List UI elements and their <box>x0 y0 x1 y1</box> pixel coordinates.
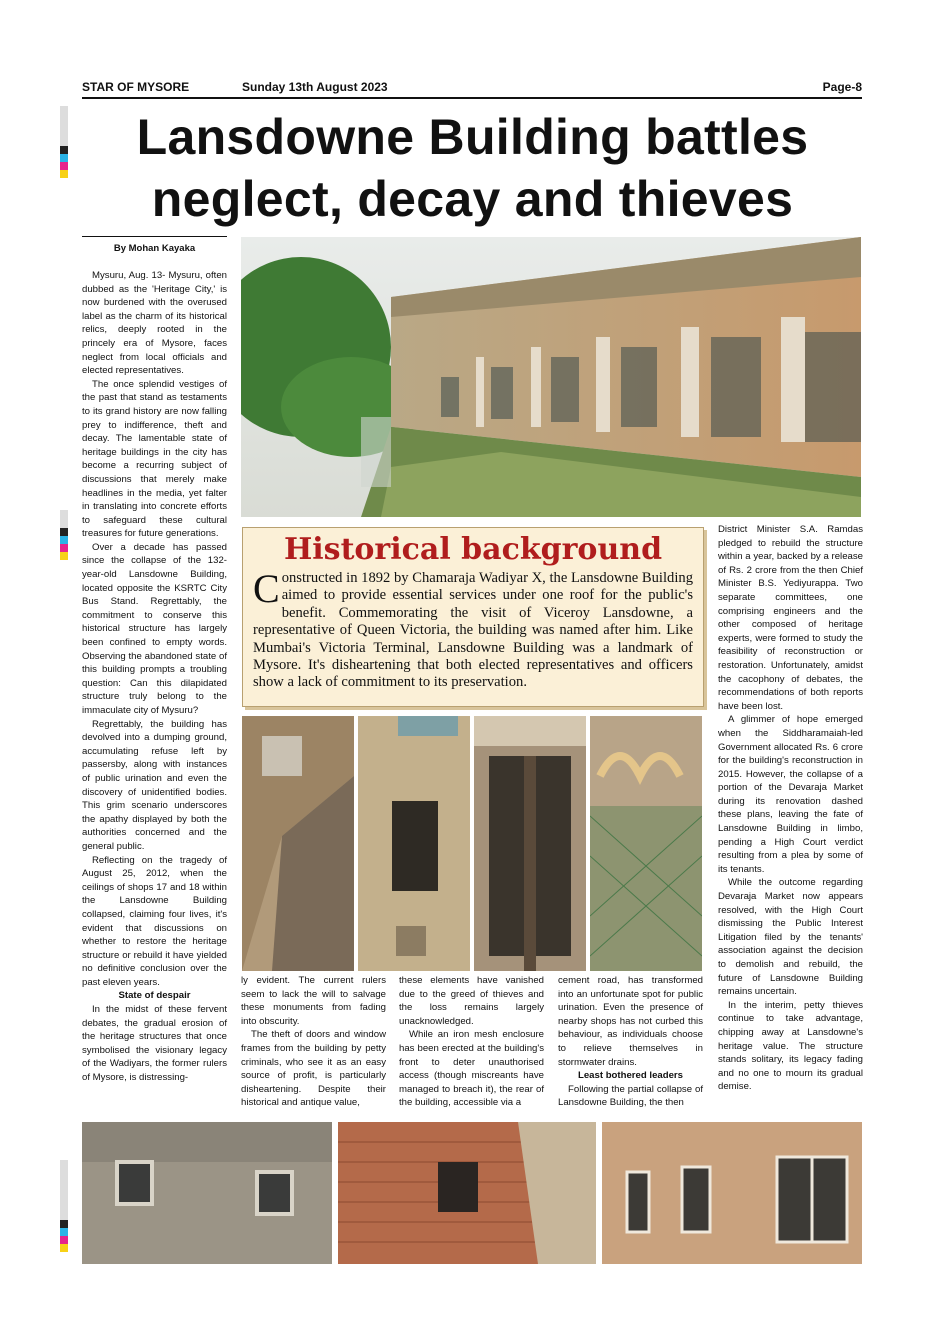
headline-line-1: Lansdowne Building battles <box>136 109 809 165</box>
paragraph: The once splendid vestiges of the past that stand as testaments to its grand history are now falling prey to indifference, theft and decay. The lamentable state of heritage buildings in the city has become a recurring subject of discussions that merely make headlines in the media, yet falter in translating into concrete efforts to safeguard these cultural treasures for future generations. <box>82 378 227 540</box>
paragraph: While the outcome regarding Devaraja Market now appears resolved, with the High Court dismissing the Public Interest Litigation filed by the tenants' association against the decision to demolish and rebuild, the future of Lansdowne Building remains uncertain. <box>718 877 863 998</box>
paragraph: ly evident. The current rulers seem to lack the will to salvage these monuments from fading into obscurity. <box>241 975 386 1027</box>
photo-brick-wall <box>338 1122 596 1264</box>
headline-line-2: neglect, decay and thieves <box>151 171 794 227</box>
issue-date: Sunday 13th August 2023 <box>242 80 388 94</box>
byline: By Mohan Kayaka <box>113 243 196 254</box>
main-photo <box>241 237 861 517</box>
paragraph: Following the partial collapse of Lansdowne Building, the then <box>558 1083 703 1109</box>
byline-rule <box>82 236 227 237</box>
sidebar-text <box>253 566 693 692</box>
paragraph: Regrettably, the building has devolved into a dumping ground, accumulating refuse left by passersby, along with instances of public urination and even the discovery of unidentified bodies. This grim scenario underscores the apathy displayed by both the authorities concerned and the general public. <box>82 718 227 852</box>
page-header <box>82 80 862 96</box>
paragraph: these elements have vanished due to the greed of thieves and the loss remains largely unacknowledged. <box>399 975 544 1027</box>
sidebar-body: onstructed in 1892 by Chamaraja Wadiyar X, the Lansdowne Building aimed to provide essential services under one roof for the public's benefit. Commemorating the visit of Viceroy Lansdowne, a representative of Queen Victoria, the building was named after him. Like Mumbai's Victoria Terminal, Lansdowne Building was a landmark of Mysore. It's disheartening that both elected representatives and officers show a lack of commitment to its preservation. <box>253 570 693 691</box>
photo-facade-windows <box>82 1122 332 1264</box>
headline <box>60 106 885 230</box>
article-column-1 <box>82 269 227 1085</box>
header-rule <box>82 97 862 99</box>
publication-name: STAR OF MYSORE <box>82 80 190 94</box>
paragraph: Over a decade has passed since the collapse of the 132-year-old Lansdowne Building, located opposite the KSRTC City Bus Stand. Regrettably, the commitment to conserve this historical structure has largely been confined to empty words. Observing the abandoned state of this building prompts a troubling question: Can this dilapidated structure truly belong to the immaculate city of Mysuru? <box>82 541 227 716</box>
photo-alley <box>242 716 354 971</box>
subheading: State of despair <box>118 990 191 1002</box>
paragraph: While an iron mesh enclosure has been erected at the building's front to deter unauthorised access (though miscreants have managed to breach it), the rear of the building, accessible via a <box>399 1029 544 1109</box>
paragraph: cement road, has transformed into an unfortunate spot for public urination. Even the presence of nearby shops has not curbed this behaviour, as individuals choose to relieve themselves in stormwater drains. <box>558 975 703 1068</box>
historical-background-box <box>242 527 704 707</box>
paragraph: A glimmer of hope emerged when the Siddharamaiah-led Government allocated Rs. 6 crore for the building's reconstruction in 2015. However, the collapse of a portion of the Devaraja Market during its renovation dashed these plans, leaving the fate of Lansdowne Building in limbo, pending a High Court verdict resulting from a plea by some of its tenants. <box>718 714 863 875</box>
paragraph: Reflecting on the tragedy of August 25, 2012, when the ceilings of shops 17 and 18 within the Lansdowne Building collapsed, claiming four lives, it's evident that discussions on whether to restore the heritage structure or rebuild it have yielded no definitive conclusion over the past eleven years. <box>82 854 227 988</box>
paragraph: The theft of doors and window frames from the building by petty criminals, who see it as an easy source of profit, is particularly disheartening. Despite their historical and antique value, <box>241 1029 386 1109</box>
paragraph: District Minister S.A. Ramdas pledged to rebuild the structure within a year, backed by a release of Rs. 2 crore from the then Chief Minister B.S. Yediyurappa. Two separate committees, one comprising engineers and the other composed of heritage experts, were formed to study the feasibility of reconstruction or restoration. Unfortunately, amidst the cacophony of debates, the recommendations of both reports have been lost. <box>718 524 863 712</box>
article-column-3 <box>399 974 544 1110</box>
photo-mesh-fence <box>590 716 702 971</box>
paragraph: Mysuru, Aug. 13- Mysuru, often dubbed as the 'Heritage City,' is now burdened with the overused label as the charm of its historical relics, deeply rooted in the princely era of Mysore, faces neglect from local officials and elected representatives. <box>82 270 227 377</box>
drop-cap: C <box>253 566 280 611</box>
paragraph: In the midst of these fervent debates, the gradual erosion of the heritage structures that once symbolised the visionary legacy of the Wadiyars, the former rulers of Mysore, is distressing- <box>82 1004 227 1084</box>
page-number: Page-8 <box>822 80 862 94</box>
photo-broken-door <box>474 716 586 971</box>
color-register-strip <box>60 510 68 560</box>
article-column-4 <box>558 974 703 1110</box>
paragraph: In the interim, petty thieves continue to take advantage, chipping away at Lansdowne's heritage value. The structure stands solitary, its legacy fading and no one to mourn its gradual demise. <box>718 999 863 1093</box>
color-register-strip <box>60 1160 68 1252</box>
article-column-5 <box>718 523 863 1094</box>
subheading: Least bothered leaders <box>577 1070 684 1082</box>
sidebar-title: Historical background <box>283 532 663 567</box>
photo-broken-window <box>358 716 470 971</box>
article-column-2 <box>241 974 386 1110</box>
photo-rear-wall <box>602 1122 862 1264</box>
